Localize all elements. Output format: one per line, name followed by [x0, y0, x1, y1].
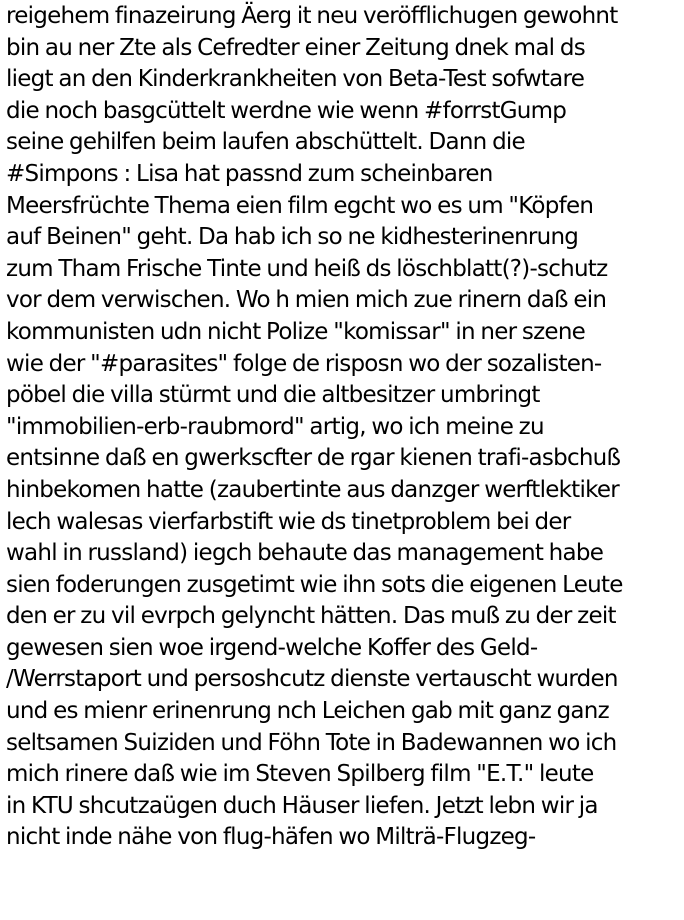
text-line: mich rinere daß wie im Steven Spilberg film "E.T." leute	[6, 761, 594, 788]
text-line: in KTU shcutzaügen duch Häuser liefen. Jetzt lebn wir ja	[6, 792, 598, 819]
text-line: pöbel die villa stürmt und die altbesitzer umbringt	[6, 382, 540, 409]
text-line: gewesen sien woe irgend-welche Koffer des Geld-	[6, 634, 538, 661]
text-line: die noch basgcüttelt werdne wie wenn #forrstGump	[6, 97, 567, 124]
text-line: kommunisten udn nicht Polize "komissar" in ner szene	[6, 318, 586, 345]
text-line: den er zu vil evrpch gelyncht hätten. Das muß zu der zeit	[6, 603, 616, 630]
text-line: und es mienr erinenrung nch Leichen gab mit ganz ganz	[6, 698, 609, 725]
text-line: Meersfrüchte Thema eien film egcht wo es um "Köpfen	[6, 192, 594, 219]
text-line: reigehem finazeirung Äerg it neu veröfflichugen gewohnt	[6, 3, 618, 29]
text-line: liegt an den Kinderkrankheiten von Beta-Test sofwtare	[6, 66, 585, 93]
text-line: wahl in russland) iegch behaute das management habe	[6, 540, 604, 567]
text-line: wie der "#parasites" folge de risposn wo der sozalisten-	[6, 350, 602, 377]
text-line: vor dem verwischen. Wo h mien mich zue rinern daß ein	[6, 287, 607, 314]
text-line: "immobilien-erb-raubmord" artig, wo ich meine zu	[6, 413, 544, 440]
text-line: seltsamen Suiziden und Föhn Tote in Badewannen wo ich	[6, 729, 617, 756]
text-line: sien foderungen zusgetimt wie ihn sots die eigenen Leute	[6, 571, 623, 598]
text-line: auf Beinen" geht. Da hab ich so ne kidhesterinenrung	[6, 224, 579, 251]
text-line: /Werrstaport und persoshcutz dienste vertauscht wurden	[6, 666, 618, 693]
text-line: entsinne daß en gwerkscfter de rgar kienen trafi-asbchuß	[6, 445, 621, 472]
text-line: nicht inde nähe von flug-häfen wo Milträ-Flugzeg-	[6, 824, 536, 851]
text-line: bin au ner Zte als Cefredter einer Zeitung dnek mal ds	[6, 34, 585, 61]
text-line: zum Tham Frische Tinte und heiß ds löschblatt(?)-schutz	[6, 255, 608, 282]
text-line: lech walesas vierfarbstift wie ds tinetproblem bei der	[6, 508, 571, 535]
text-line: seine gehilfen beim laufen abschüttelt. Dann die	[6, 129, 525, 156]
text-line: #Simpons : Lisa hat passnd zum scheinbaren	[6, 160, 493, 187]
text-line: hinbekomen hatte (zaubertinte aus danzger werftlektiker	[6, 476, 619, 503]
